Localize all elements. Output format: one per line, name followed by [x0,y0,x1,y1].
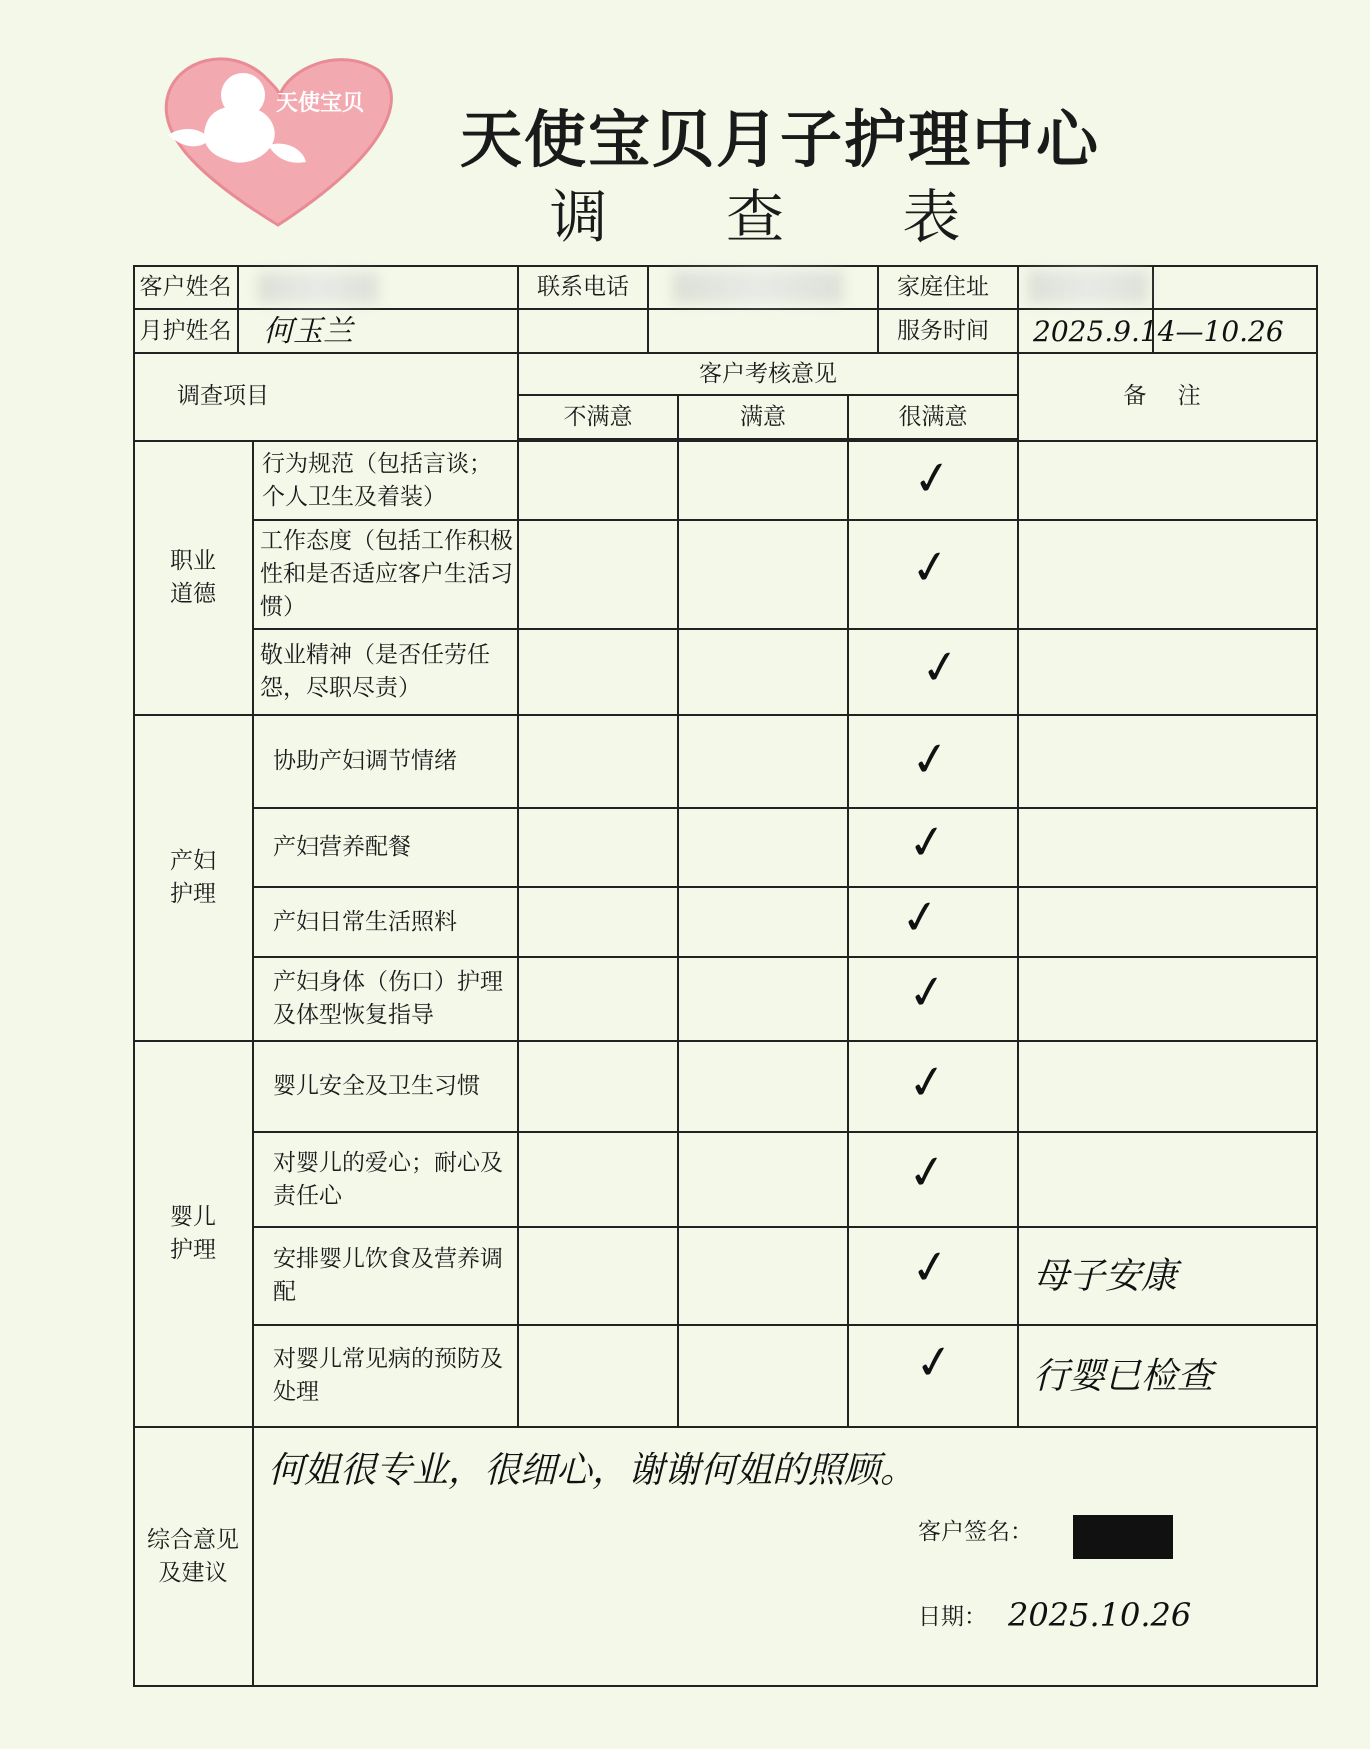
nurse-name-label: 月护姓名 [139,317,232,344]
form-title: 调 查 表 [549,183,1011,251]
opinion-header: 客户考核意见 [699,360,837,387]
check-mark: ✓ [904,1052,951,1112]
service-time-value: 2025.9.14—10.26 [1033,314,1284,348]
customer-name-label: 客户姓名 [139,273,232,300]
item-row: 产妇身体（伤口）护理及体型恢复指导 [273,969,503,1028]
check-mark: ✓ [907,729,954,789]
item-row: 对婴儿常见病的预防及处理 [273,1346,503,1405]
signature-redacted [1073,1515,1173,1559]
item-row: 婴儿安全及卫生习惯 [273,1073,480,1099]
item-row: 产妇营养配餐 [273,834,411,860]
customer-name-redacted [258,273,378,303]
summary-label: 综合意见及建议 [147,1527,239,1586]
remark-text: 行婴已检查 [1033,1355,1214,1397]
nurse-name-value: 何玉兰 [263,313,353,349]
phone-label: 联系电话 [537,273,629,300]
col-satisfied: 满意 [740,403,786,430]
check-mark: ✓ [904,1142,951,1202]
check-mark: ✓ [909,448,956,508]
service-time-label: 服务时间 [897,317,989,344]
item-row: 产妇日常生活照料 [273,908,457,935]
item-row: 安排婴儿饮食及营养调配 [273,1246,503,1305]
phone-redacted [673,271,843,303]
category-baby-care: 婴儿护理 [170,1204,216,1263]
survey-form [133,265,1318,1687]
category-ethics: 职业道德 [170,548,216,607]
item-header: 调查项目 [177,382,269,409]
check-mark: ✓ [907,537,954,597]
check-mark: ✓ [897,887,944,947]
item-row: 敬业精神（是否任劳任怨，尽职尽责） [260,642,490,701]
col-dissatisfied: 不满意 [563,403,633,430]
remarks-header: 备 注 [1123,382,1213,409]
date-label: 日期： [918,1603,987,1630]
address-redacted [1028,271,1148,303]
item-row: 协助产妇调节情绪 [273,748,457,774]
check-mark: ✓ [917,637,964,697]
check-mark: ✓ [911,1332,958,1392]
logo-text: 天使宝贝 [276,91,365,116]
item-row: 行为规范（包括言谈；个人卫生及着装） [262,450,492,510]
category-mother-care: 产妇护理 [170,848,216,907]
check-mark: ✓ [904,812,951,872]
item-row: 工作态度（包括工作积极性和是否适应客户生活习惯） [260,528,513,620]
org-name: 天使宝贝月子护理中心 [459,103,1100,176]
col-very-satisfied: 很满意 [898,403,968,430]
address-label: 家庭住址 [897,273,989,300]
remark-text: 母子安康 [1033,1255,1178,1297]
date-value: 2025.10.26 [1008,1595,1192,1634]
summary-comment: 何姐很专业，很细心，谢谢何姐的照顾。 [268,1449,917,1491]
signature-label: 客户签名： [918,1518,1033,1545]
check-mark: ✓ [907,1237,954,1297]
check-mark: ✓ [904,962,951,1022]
item-row: 对婴儿的爱心；耐心及责任心 [273,1149,503,1209]
